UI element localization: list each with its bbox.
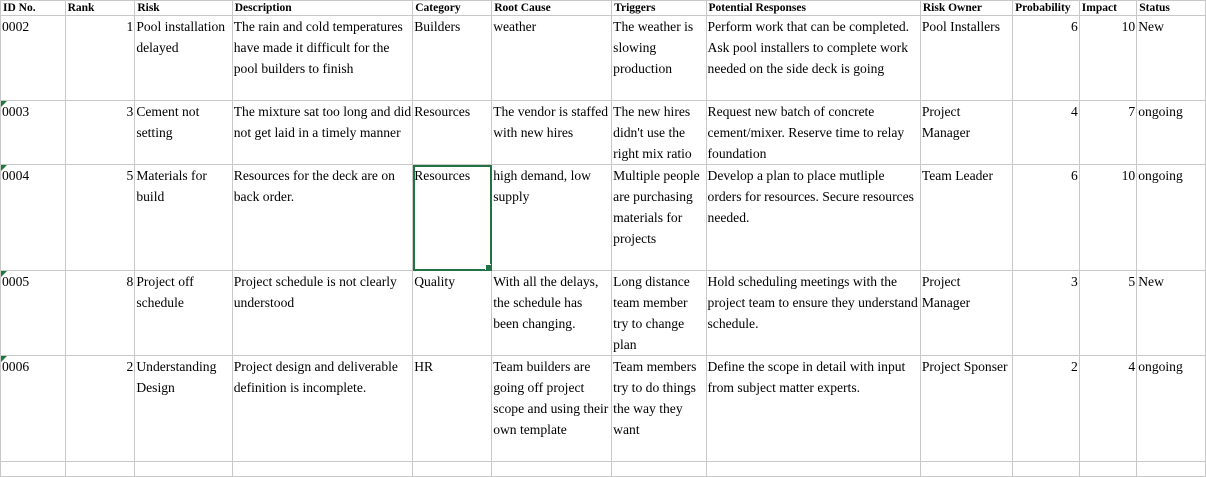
empty-cell[interactable] (612, 462, 706, 477)
empty-cell[interactable] (413, 462, 492, 477)
empty-cell[interactable] (1079, 462, 1136, 477)
header-cell-responses[interactable]: Potential Responses (706, 1, 920, 16)
header-cell-probability[interactable]: Probability (1013, 1, 1080, 16)
id-text: 0005 (2, 274, 30, 289)
cell-triggers[interactable]: Multiple people are purchasing materials for projects (612, 165, 706, 271)
cell-description[interactable]: Project design and deliverable definition is incomplete. (232, 356, 412, 462)
empty-cell[interactable] (65, 462, 135, 477)
cell-impact[interactable]: 10 (1079, 165, 1136, 271)
cell-owner[interactable]: Project Sponser (920, 356, 1012, 462)
cell-id[interactable] (1, 356, 66, 462)
cell-rank[interactable]: 2 (65, 356, 135, 462)
cell-triggers[interactable]: The weather is slowing production (612, 16, 706, 101)
empty-cell[interactable] (232, 462, 412, 477)
header-cell-category[interactable]: Category (413, 1, 492, 16)
cell-category[interactable]: Resources (413, 101, 492, 165)
header-cell-rank[interactable]: Rank (65, 1, 135, 16)
error-indicator-icon (1, 271, 7, 277)
cell-description[interactable]: The mixture sat too long and did not get laid in a timely manner (232, 101, 412, 165)
cell-probability[interactable]: 6 (1013, 16, 1080, 101)
category-text: Resources (414, 168, 471, 183)
cell-risk[interactable]: Cement not setting (135, 101, 232, 165)
cell-category-selected[interactable] (413, 165, 492, 271)
cell-probability[interactable]: 3 (1013, 271, 1080, 356)
cell-impact[interactable]: 4 (1079, 356, 1136, 462)
cell-risk[interactable]: Pool installation delayed (135, 16, 232, 101)
empty-cell[interactable] (1013, 462, 1080, 477)
cell-responses[interactable]: Perform work that can be completed. Ask pool installers to complete work needed on the side deck is going (706, 16, 920, 101)
cell-root-cause[interactable]: With all the delays, the schedule has been changing. (492, 271, 612, 356)
id-text: 0004 (2, 168, 30, 183)
fill-handle[interactable] (485, 264, 492, 271)
cell-description[interactable]: Resources for the deck are on back order. (232, 165, 412, 271)
cell-root-cause[interactable]: weather (492, 16, 612, 101)
id-text: 0002 (2, 19, 30, 34)
cell-triggers[interactable]: The new hires didn't use the right mix ratio (612, 101, 706, 165)
header-cell-impact[interactable]: Impact (1079, 1, 1136, 16)
cell-status[interactable]: ongoing (1137, 356, 1206, 462)
empty-cell[interactable] (706, 462, 920, 477)
cell-status[interactable]: ongoing (1137, 101, 1206, 165)
cell-probability[interactable]: 6 (1013, 165, 1080, 271)
cell-status[interactable]: New (1137, 16, 1206, 101)
cell-description[interactable]: Project schedule is not clearly understood (232, 271, 412, 356)
cell-id[interactable] (1, 16, 66, 101)
header-cell-id[interactable]: ID No. (1, 1, 66, 16)
cell-rank[interactable]: 3 (65, 101, 135, 165)
header-cell-description[interactable]: Description (232, 1, 412, 16)
table-row (1, 16, 1206, 101)
empty-cell[interactable] (920, 462, 1012, 477)
cell-owner[interactable]: Project Manager (920, 271, 1012, 356)
cell-description[interactable]: The rain and cold temperatures have made it difficult for the pool builders to finish (232, 16, 412, 101)
cell-status[interactable]: New (1137, 271, 1206, 356)
cell-root-cause[interactable]: The vendor is staffed with new hires (492, 101, 612, 165)
table-row (1, 356, 1206, 462)
cell-responses[interactable]: Request new batch of concrete cement/mixer. Reserve time to relay foundation (706, 101, 920, 165)
error-indicator-icon (1, 101, 7, 107)
error-indicator-icon (1, 356, 7, 362)
cell-responses[interactable]: Develop a plan to place mutliple orders for resources. Secure resources needed. (706, 165, 920, 271)
cell-responses[interactable]: Define the scope in detail with input from subject matter experts. (706, 356, 920, 462)
cell-risk[interactable]: Understanding Design (135, 356, 232, 462)
cell-rank[interactable]: 1 (65, 16, 135, 101)
cell-risk[interactable]: Materials for build (135, 165, 232, 271)
cell-rank[interactable]: 5 (65, 165, 135, 271)
cell-root-cause[interactable]: Team builders are going off project scope and using their own template (492, 356, 612, 462)
empty-cell[interactable] (1, 462, 66, 477)
header-cell-root-cause[interactable]: Root Cause (492, 1, 612, 16)
header-cell-status[interactable]: Status (1137, 1, 1206, 16)
cell-responses[interactable]: Hold scheduling meetings with the project team to ensure they understand schedule. (706, 271, 920, 356)
cell-category[interactable]: Builders (413, 16, 492, 101)
cell-category[interactable]: Quality (413, 271, 492, 356)
cell-triggers[interactable]: Long distance team member try to change plan (612, 271, 706, 356)
header-cell-risk[interactable]: Risk (135, 1, 232, 16)
cell-impact[interactable]: 5 (1079, 271, 1136, 356)
cell-rank[interactable]: 8 (65, 271, 135, 356)
id-text: 0003 (2, 104, 30, 119)
cell-probability[interactable]: 2 (1013, 356, 1080, 462)
cell-triggers[interactable]: Team members try to do things the way they want (612, 356, 706, 462)
cell-probability[interactable]: 4 (1013, 101, 1080, 165)
cell-id[interactable] (1, 165, 66, 271)
table-row-empty (1, 462, 1206, 477)
header-cell-owner[interactable]: Risk Owner (920, 1, 1012, 16)
empty-cell[interactable] (135, 462, 232, 477)
empty-cell[interactable] (492, 462, 612, 477)
cell-category[interactable]: HR (413, 356, 492, 462)
id-text: 0006 (2, 359, 30, 374)
cell-owner[interactable]: Pool Installers (920, 16, 1012, 101)
cell-owner[interactable]: Team Leader (920, 165, 1012, 271)
table-row (1, 165, 1206, 271)
cell-impact[interactable]: 7 (1079, 101, 1136, 165)
cell-id[interactable] (1, 101, 66, 165)
cell-owner[interactable]: Project Manager (920, 101, 1012, 165)
cell-id[interactable] (1, 271, 66, 356)
table-row (1, 271, 1206, 356)
header-cell-triggers[interactable]: Triggers (612, 1, 706, 16)
table-row (1, 101, 1206, 165)
error-indicator-icon (1, 165, 7, 171)
empty-cell[interactable] (1137, 462, 1206, 477)
header-row (1, 1, 1206, 16)
cell-impact[interactable]: 10 (1079, 16, 1136, 101)
cell-root-cause[interactable]: high demand, low supply (492, 165, 612, 271)
cell-risk[interactable]: Project off schedule (135, 271, 232, 356)
cell-status[interactable]: ongoing (1137, 165, 1206, 271)
